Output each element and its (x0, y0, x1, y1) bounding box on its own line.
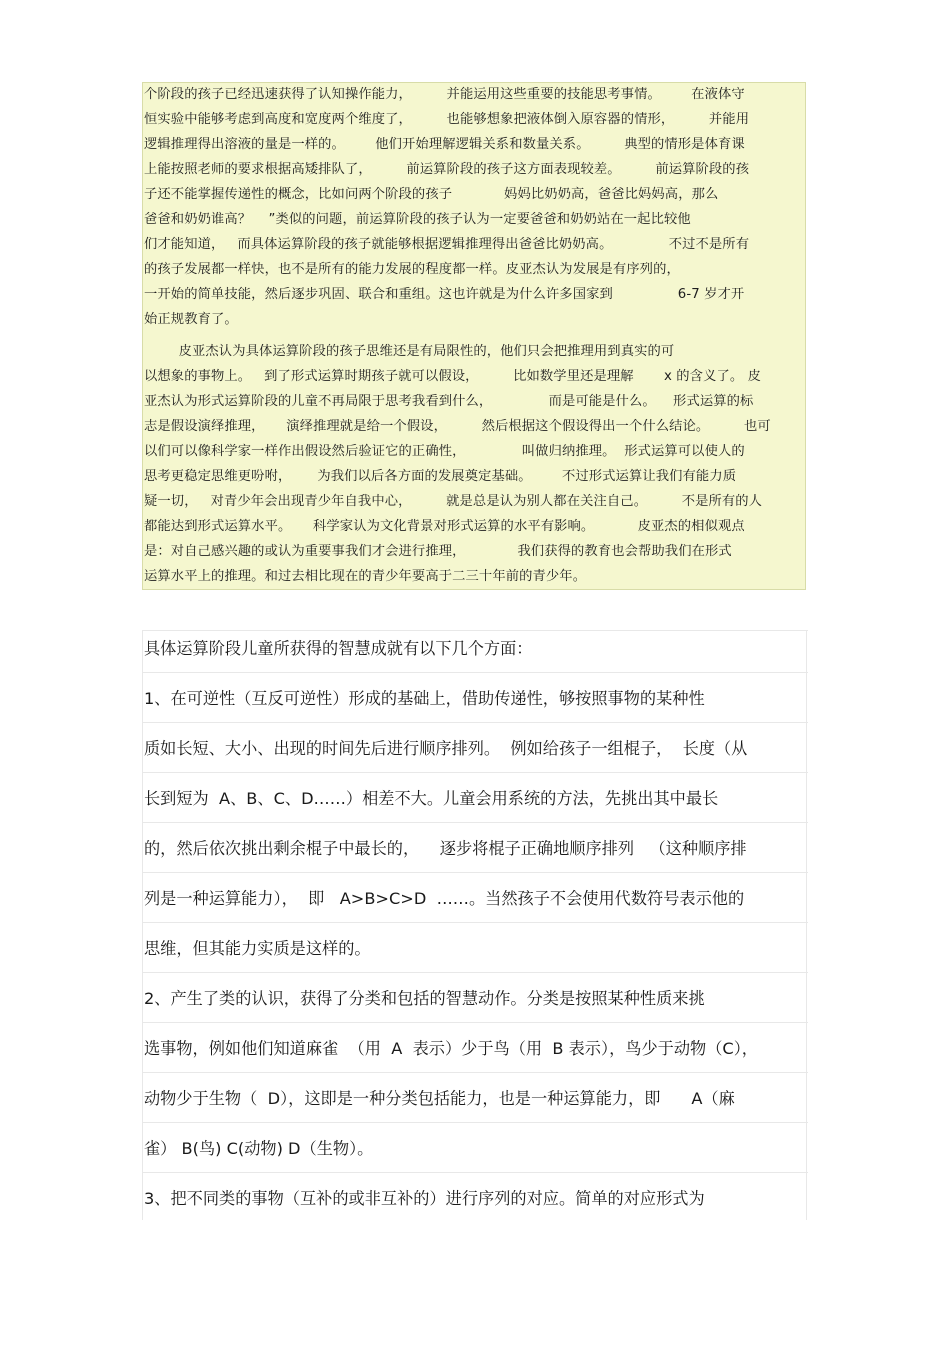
body-line: 动物少于生物（ D），这即是一种分类包括能力，也是一种运算能力，即 A（麻 (144, 1089, 735, 1108)
highlight-line: 恒实验中能够考虑到高度和宽度两个维度了， 也能够想象把液体倒入原容器的情形， 并能用 (144, 112, 750, 127)
highlight-line: 上能按照老师的要求根据高矮排队了， 前运算阶段的孩子这方面表现较差。 前运算阶段的孩 (144, 162, 750, 177)
highlight-line: 们才能知道， 而具体运算阶段的孩子就能够根据逻辑推理得出爸爸比奶奶高。 不过不是所有 (144, 237, 750, 252)
row-divider (142, 1122, 808, 1123)
row-divider (142, 872, 808, 873)
row-divider (142, 672, 808, 673)
highlight-line: 子还不能掌握传递性的概念，比如问两个阶段的孩子 妈妈比奶奶高，爸爸比妈妈高，那么 (144, 187, 719, 202)
row-divider (142, 922, 808, 923)
row-divider (142, 1172, 808, 1173)
highlight-line: 个阶段的孩子已经迅速获得了认知操作能力， 并能运用这些重要的技能思考事情。 在液体守 (144, 87, 745, 102)
highlight-line: 一开始的简单技能，然后逐步巩固、联合和重组。这也许就是为什么许多国家到 6-7 岁才开 (144, 287, 745, 302)
highlight-line: 爸爸和奶奶谁高？ ”类似的问题，前运算阶段的孩子认为一定要爸爸和奶奶站在一起比较他 (144, 212, 691, 227)
body-line: 列是一种运算能力）， 即 A>B>C>D ……。当然孩子不会使用代数符号表示他的 (144, 889, 745, 908)
row-divider (142, 1072, 808, 1073)
row-divider (142, 630, 808, 631)
body-line: 的，然后依次挑出剩余棍子中最长的， 逐步将棍子正确地顺序排列 （这种顺序排 (144, 839, 747, 858)
body-line: 1、在可逆性（互反可逆性）形成的基础上，借助传递性，够按照事物的某种性 (144, 689, 705, 708)
highlight-line: 亚杰认为形式运算阶段的儿童不再局限于思考我看到什么， 而是可能是什么。 形式运算的标 (144, 394, 754, 409)
body-line: 3、把不同类的事物（互补的或非互补的）进行序列的对应。简单的对应形式为 (144, 1189, 705, 1208)
highlight-line: 始正规教育了。 (144, 312, 238, 327)
highlight-line: 是：对自己感兴趣的或认为重要事我们才会进行推理， 我们获得的教育也会帮助我们在形式 (144, 544, 732, 559)
highlight-line: 思考更稳定思维更吩咐， 为我们以后各方面的发展奠定基础。 不过形式运算让我们有能力质 (144, 469, 737, 484)
body-line: 思维，但其能力实质是这样的。 (144, 939, 371, 958)
body-line: 2、产生了类的认识，获得了分类和包括的智慧动作。分类是按照某种性质来挑 (144, 989, 705, 1008)
highlight-line: 都能达到形式运算水平。 科学家认为文化背景对形式运算的水平有影响。 皮亚杰的相似观点 (144, 519, 745, 534)
row-divider (142, 972, 808, 973)
highlight-line: 疑一切， 对青少年会出现青少年自我中心， 就是总是认为别人都在关注自己。 不是所有的人 (144, 494, 763, 509)
highlight-line: 逻辑推理得出溶液的量是一样的。 他们开始理解逻辑关系和数量关系。 典型的情形是体育课 (144, 137, 745, 152)
row-divider (142, 722, 808, 723)
highlight-line: 运算水平上的推理。和过去相比现在的青少年要高于二三十年前的青少年。 (144, 569, 587, 584)
body-line: 长到短为 A、B、C、D……）相差不大。儿童会用系统的方法，先挑出其中最长 (144, 789, 719, 808)
row-divider (142, 772, 808, 773)
row-divider (142, 1022, 808, 1023)
highlight-line: 以们可以像科学家一样作出假设然后验证它的正确性， 叫做归纳推理。 形式运算可以使人的 (144, 444, 745, 459)
body-line: 雀） B(鸟) C(动物) D（生物）。 (144, 1139, 374, 1158)
body-line: 具体运算阶段儿童所获得的智慧成就有以下几个方面： (144, 639, 533, 658)
highlight-line: 志是假设演绎推理， 演绎推理就是给一个假设， 然后根据这个假设得出一个什么结论。 也可 (144, 419, 771, 434)
highlight-line: 的孩子发展都一样快，也不是所有的能力发展的程度都一样。皮亚杰认为发展是有序列的， (144, 262, 680, 277)
body-line: 质如长短、大小、出现的时间先后进行顺序排列。 例如给孩子一组棍子， 长度（从 (144, 739, 748, 758)
highlight-line: 以想象的事物上。 到了形式运算时期孩子就可以假设， 比如数学里还是理解 x 的含义了。 皮 (144, 369, 761, 384)
body-line: 选事物，例如他们知道麻雀 （用 A 表示）少于鸟（用 B 表示），鸟少于动物（C）， (144, 1039, 758, 1058)
highlighted-passage (142, 82, 806, 590)
row-divider (142, 822, 808, 823)
highlight-line: 皮亚杰认为具体运算阶段的孩子思维还是有局限性的，他们只会把推理用到真实的可 (144, 344, 675, 359)
column-border (142, 630, 143, 1220)
column-border (806, 630, 807, 1220)
